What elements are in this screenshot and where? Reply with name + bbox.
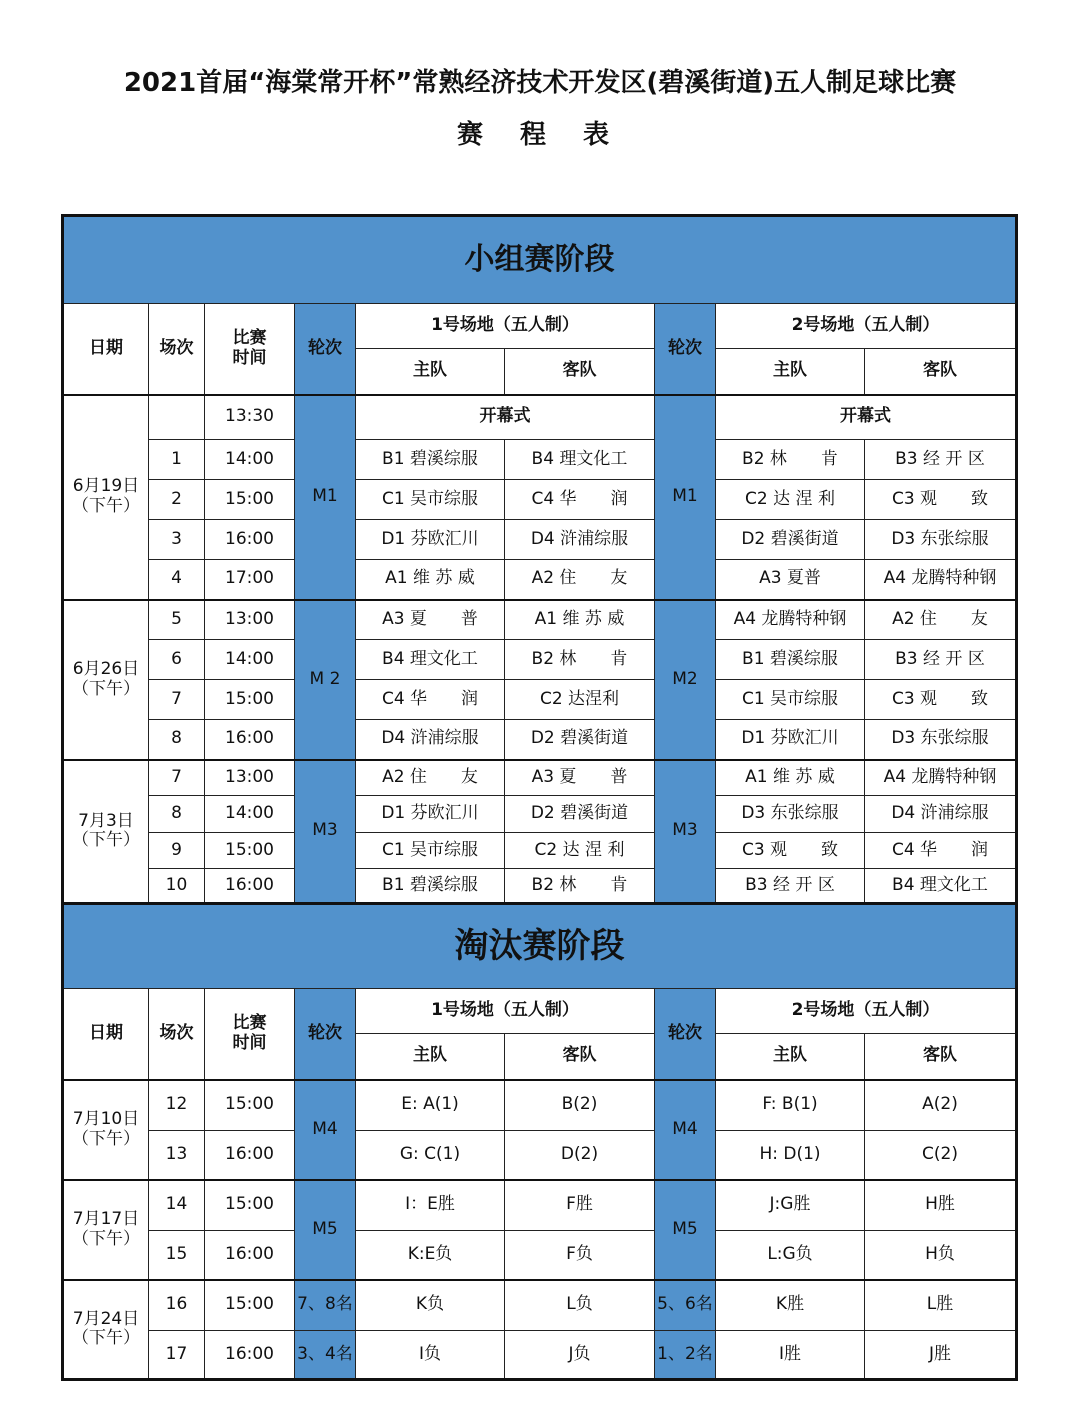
field-2-away-slot: L胜 [865, 1280, 1017, 1331]
group-header-away-1: 客队 [505, 349, 655, 395]
opening-time: 13:30 [205, 395, 295, 440]
match-time: 13:00 [205, 600, 295, 640]
field-1-home-team: D4 浒浦综服 [356, 720, 505, 760]
group-round-2: M2 [655, 600, 716, 760]
placement-label-2: 5、6名 [655, 1280, 716, 1331]
field-2-away-slot: A(2) [865, 1080, 1017, 1131]
field-1-home-team: B4 理文化工 [356, 640, 505, 680]
group-header-time: 比赛 时间 [205, 304, 295, 395]
field-2-home-team: D2 碧溪街道 [716, 520, 865, 560]
group-header-round-2: 轮次 [655, 304, 716, 395]
group-header-field-1: 1号场地（五人制） [356, 304, 655, 349]
field-2-away-team: C3 观 致 [865, 480, 1017, 520]
opening-ceremony-field-1: 开幕式 [356, 395, 655, 440]
match-time: 14:00 [205, 640, 295, 680]
field-1-home-team: D1 芬欧汇川 [356, 520, 505, 560]
knockout-day-date: 7月17日 （下午） [63, 1180, 149, 1280]
field-2-home-team: C1 吴市综服 [716, 680, 865, 720]
group-round-2: M1 [655, 395, 716, 600]
field-2-home-team: D1 芬欧汇川 [716, 720, 865, 760]
knockout-header-match-no: 场次 [149, 989, 205, 1080]
field-2-away-team: A2 住 友 [865, 600, 1017, 640]
match-time: 15:00 [205, 1280, 295, 1331]
field-1-away-team: A1 维 苏 威 [505, 600, 655, 640]
group-stage-banner: 小组赛阶段 [63, 216, 1017, 304]
match-no: 7 [149, 760, 205, 796]
field-1-away-team: C2 达 涅 利 [505, 833, 655, 869]
field-2-away-team: D4 浒浦综服 [865, 796, 1017, 833]
match-time: 17:00 [205, 560, 295, 600]
field-2-home-team: B3 经 开 区 [716, 869, 865, 904]
group-round-1: M1 [295, 395, 356, 600]
knockout-round-2: M5 [655, 1180, 716, 1280]
field-1-home-team: A3 夏 普 [356, 600, 505, 640]
field-1-away-team: D4 浒浦综服 [505, 520, 655, 560]
field-2-home-team: D3 东张综服 [716, 796, 865, 833]
schedule-table [61, 214, 1018, 1381]
field-1-away-team: C4 华 润 [505, 480, 655, 520]
field-1-away-team: B2 林 肯 [505, 869, 655, 904]
field-1-away-team: A3 夏 普 [505, 760, 655, 796]
group-header-field-2: 2号场地（五人制） [716, 304, 1017, 349]
group-round-1: M3 [295, 760, 356, 904]
match-no: 8 [149, 796, 205, 833]
match-no: 8 [149, 720, 205, 760]
match-time: 15:00 [205, 833, 295, 869]
field-2-home-team: A4 龙腾特种钢 [716, 600, 865, 640]
match-time: 15:00 [205, 1180, 295, 1231]
knockout-round-1: M5 [295, 1180, 356, 1280]
field-2-away-team: D3 东张综服 [865, 720, 1017, 760]
knockout-header-field-1: 1号场地（五人制） [356, 989, 655, 1034]
field-2-away-team: A4 龙腾特种钢 [865, 760, 1017, 796]
field-2-away-team: C4 华 润 [865, 833, 1017, 869]
field-2-home-slot: F: B(1) [716, 1080, 865, 1131]
knockout-day-date: 7月10日 （下午） [63, 1080, 149, 1180]
document-title: 2021首届“海棠常开杯”常熟经济技术开发区(碧溪街道)五人制足球比赛 [123, 68, 957, 98]
field-1-away-slot: F胜 [505, 1180, 655, 1231]
match-no: 7 [149, 680, 205, 720]
field-2-away-team: D3 东张综服 [865, 520, 1017, 560]
field-1-home-team: A2 住 友 [356, 760, 505, 796]
field-1-away-team: D2 碧溪街道 [505, 720, 655, 760]
field-2-away-slot: J胜 [865, 1331, 1017, 1380]
field-1-home-slot: K负 [356, 1280, 505, 1331]
field-2-home-slot: H: D(1) [716, 1131, 865, 1180]
match-no: 6 [149, 640, 205, 680]
field-2-home-team: A3 夏普 [716, 560, 865, 600]
field-2-away-team: A4 龙腾特种钢 [865, 560, 1017, 600]
match-no: 17 [149, 1331, 205, 1380]
field-2-away-slot: C(2) [865, 1131, 1017, 1180]
match-time: 16:00 [205, 720, 295, 760]
field-2-home-team: C3 观 致 [716, 833, 865, 869]
match-time: 15:00 [205, 1080, 295, 1131]
match-time: 16:00 [205, 1131, 295, 1180]
field-2-away-team: B3 经 开 区 [865, 440, 1017, 480]
field-2-away-team: C3 观 致 [865, 680, 1017, 720]
knockout-header-away-2: 客队 [865, 1034, 1017, 1080]
field-1-home-team: A1 维 苏 威 [356, 560, 505, 600]
knockout-header-round-1: 轮次 [295, 989, 356, 1080]
group-round-2: M3 [655, 760, 716, 904]
group-header-date: 日期 [63, 304, 149, 395]
match-no: 14 [149, 1180, 205, 1231]
match-no: 12 [149, 1080, 205, 1131]
field-1-away-team: B4 理文化工 [505, 440, 655, 480]
match-no: 3 [149, 520, 205, 560]
match-time: 15:00 [205, 480, 295, 520]
field-2-home-slot: K胜 [716, 1280, 865, 1331]
knockout-header-home-1: 主队 [356, 1034, 505, 1080]
opening-match-no [149, 395, 205, 440]
field-1-away-slot: D(2) [505, 1131, 655, 1180]
knockout-round-2: M4 [655, 1080, 716, 1180]
match-time: 13:00 [205, 760, 295, 796]
match-no: 9 [149, 833, 205, 869]
knockout-header-time: 比赛 时间 [205, 989, 295, 1080]
knockout-header-round-2: 轮次 [655, 989, 716, 1080]
field-1-home-slot: I负 [356, 1331, 505, 1380]
field-2-home-slot: I胜 [716, 1331, 865, 1380]
field-1-home-team: C1 吴市综服 [356, 833, 505, 869]
field-1-away-slot: B(2) [505, 1080, 655, 1131]
field-1-home-team: C1 吴市综服 [356, 480, 505, 520]
field-2-home-team: B2 林 肯 [716, 440, 865, 480]
field-1-home-team: B1 碧溪综服 [356, 869, 505, 904]
match-time: 16:00 [205, 1331, 295, 1380]
knockout-header-home-2: 主队 [716, 1034, 865, 1080]
match-time: 16:00 [205, 869, 295, 904]
match-no: 16 [149, 1280, 205, 1331]
placement-label-1: 7、8名 [295, 1280, 356, 1331]
field-1-home-slot: G: C(1) [356, 1131, 505, 1180]
field-1-home-slot: I：E胜 [356, 1180, 505, 1231]
match-no: 13 [149, 1131, 205, 1180]
group-round-1: M 2 [295, 600, 356, 760]
field-2-home-slot: L:G负 [716, 1231, 865, 1280]
group-header-away-2: 客队 [865, 349, 1017, 395]
knockout-header-away-1: 客队 [505, 1034, 655, 1080]
document-subtitle: 赛 程 表 [456, 120, 624, 150]
knockout-day-date: 7月24日 （下午） [63, 1280, 149, 1380]
group-header-round-1: 轮次 [295, 304, 356, 395]
knockout-round-1: M4 [295, 1080, 356, 1180]
group-header-home-1: 主队 [356, 349, 505, 395]
field-1-away-team: A2 住 友 [505, 560, 655, 600]
knockout-header-date: 日期 [63, 989, 149, 1080]
group-header-match-no: 场次 [149, 304, 205, 395]
match-no: 5 [149, 600, 205, 640]
match-no: 1 [149, 440, 205, 480]
knockout-stage-banner: 淘汰赛阶段 [63, 904, 1017, 989]
field-1-away-slot: L负 [505, 1280, 655, 1331]
field-2-away-slot: H胜 [865, 1180, 1017, 1231]
field-2-away-team: B3 经 开 区 [865, 640, 1017, 680]
group-header-home-2: 主队 [716, 349, 865, 395]
match-no: 2 [149, 480, 205, 520]
field-1-home-team: B1 碧溪综服 [356, 440, 505, 480]
field-1-away-slot: J负 [505, 1331, 655, 1380]
match-time: 16:00 [205, 520, 295, 560]
field-1-home-slot: K:E负 [356, 1231, 505, 1280]
field-1-away-team: B2 林 肯 [505, 640, 655, 680]
knockout-header-field-2: 2号场地（五人制） [716, 989, 1017, 1034]
field-2-home-team: C2 达 涅 利 [716, 480, 865, 520]
match-no: 10 [149, 869, 205, 904]
match-time: 16:00 [205, 1231, 295, 1280]
opening-ceremony-field-2: 开幕式 [716, 395, 1017, 440]
field-1-away-slot: F负 [505, 1231, 655, 1280]
field-1-away-team: C2 达涅利 [505, 680, 655, 720]
field-2-home-team: A1 维 苏 威 [716, 760, 865, 796]
field-1-home-team: D1 芬欧汇川 [356, 796, 505, 833]
match-no: 4 [149, 560, 205, 600]
group-day-date: 7月3日 （下午） [63, 760, 149, 904]
placement-label-2: 1、2名 [655, 1331, 716, 1380]
field-2-away-slot: H负 [865, 1231, 1017, 1280]
match-time: 15:00 [205, 680, 295, 720]
field-1-home-slot: E: A(1) [356, 1080, 505, 1131]
field-1-away-team: D2 碧溪街道 [505, 796, 655, 833]
field-2-away-team: B4 理文化工 [865, 869, 1017, 904]
group-day-date: 6月26日 （下午） [63, 600, 149, 760]
field-1-home-team: C4 华 润 [356, 680, 505, 720]
field-2-home-team: B1 碧溪综服 [716, 640, 865, 680]
field-2-home-slot: J:G胜 [716, 1180, 865, 1231]
group-day-date: 6月19日 （下午） [63, 395, 149, 600]
match-time: 14:00 [205, 796, 295, 833]
match-no: 15 [149, 1231, 205, 1280]
match-time: 14:00 [205, 440, 295, 480]
placement-label-1: 3、4名 [295, 1331, 356, 1380]
